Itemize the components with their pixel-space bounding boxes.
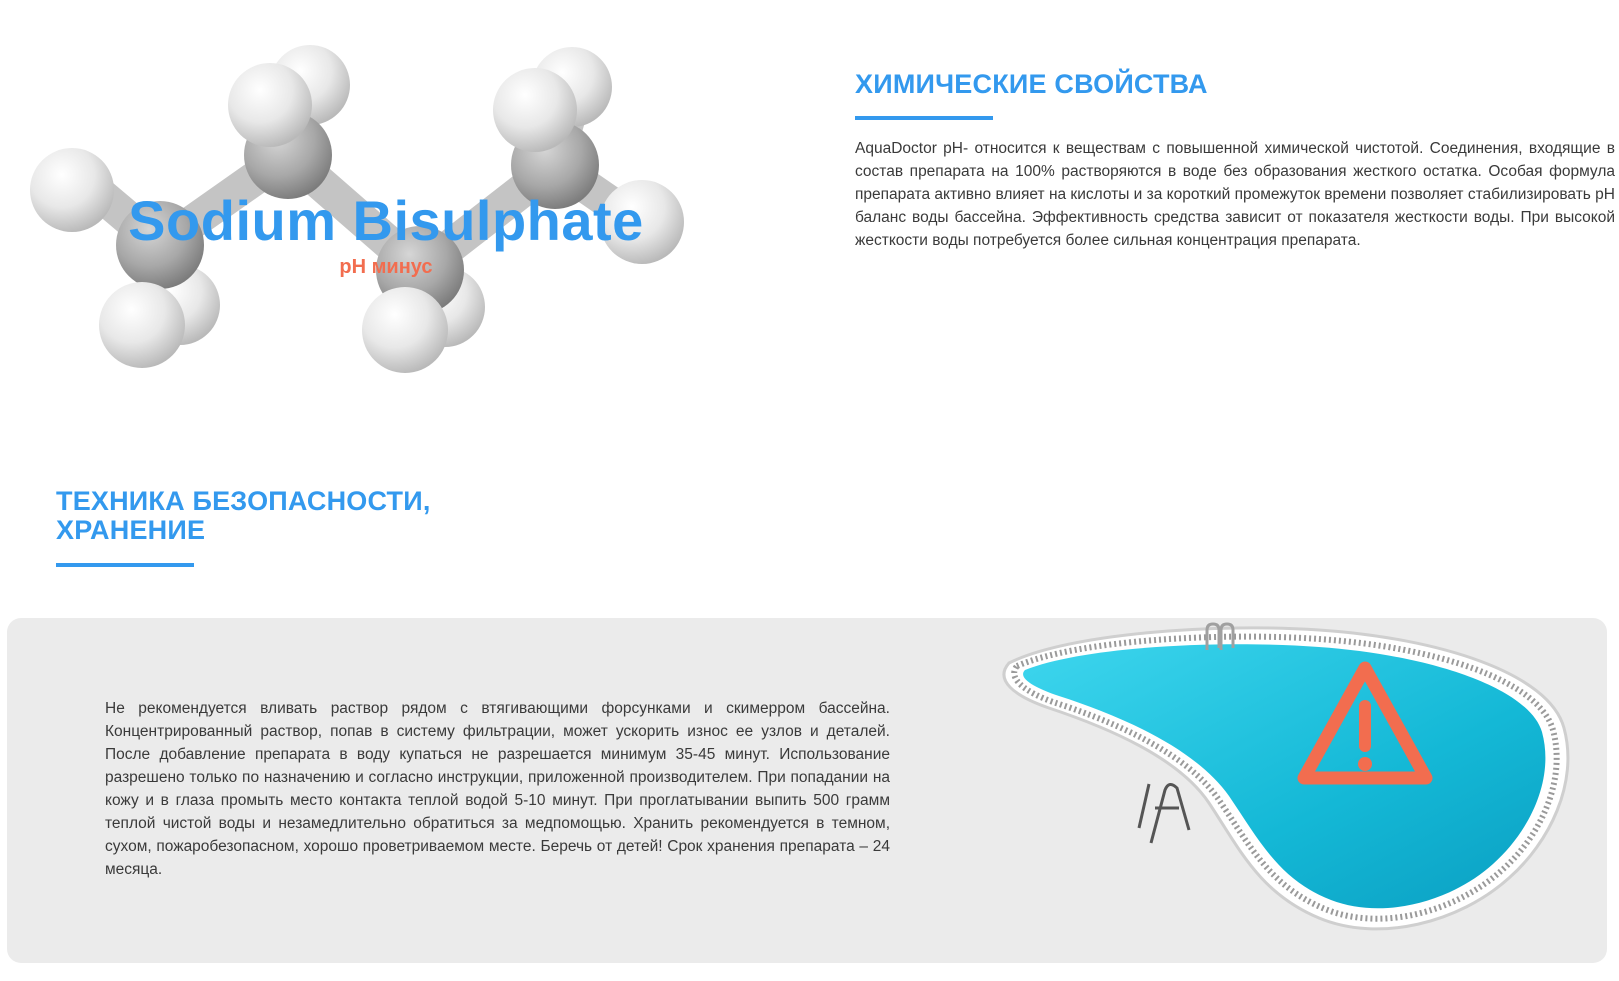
pool-warning-illustration: [989, 618, 1609, 963]
pool-warning-icon: [989, 618, 1609, 963]
molecule-illustration: [20, 35, 720, 395]
compound-name: Sodium Bisulphate: [128, 189, 644, 252]
heading-underline: [56, 563, 194, 567]
safety-heading: [56, 487, 556, 545]
safety-panel: [7, 618, 1607, 963]
safety-heading-line1: ТЕХНИКА БЕЗОПАСНОСТИ,: [56, 486, 431, 516]
safety-section-header: [56, 487, 556, 567]
chemical-properties-text: AquaDoctor pH- относится к веществам с повышенной химической чистотой. Соединения, входящие в состав препарата на 100% растворяются в воде без образования жесткого остатка. Особая формула препарата активно влияет на кислоты и за короткий промежуток времени позволяет стабилизировать pH баланс воды бассейна. Эффективность средства зависит от показателя жесткости воды. При высокой жесткости воды потребуется более сильная концентрация препарата.: [855, 140, 1615, 249]
compound-subtitle: pH минус: [339, 256, 433, 278]
safety-text: Не рекомендуется вливать раствор рядом с втягивающими форсунками и скимерром бассейна. Концентрированный раствор, попав в систему фильтрации, может ускорить износ ее узлов и деталей. После добавление препарата в воду купаться не разрешается минимум 35-45 минут. Использование разрешено только по назначению и согласно инструкции, приложенной производителем. При попадании на кожу и в глаза промыть место контакта теплой водой 5-10 минут. При проглатывании выпить 500 грамм теплой чистой воды и незамедлительно обратиться за медпомощью. Хранить рекомендуется в темном, сухом, пожаробезопасном, хорошо проветриваемом месте. Беречь от детей! Срок хранения препарата – 24 месяца.: [105, 700, 890, 878]
safety-heading-line2: ХРАНЕНИЕ: [56, 515, 206, 545]
heading-underline: [855, 116, 993, 120]
chemical-properties-section: [855, 70, 1615, 252]
chemical-properties-heading: ХИМИЧЕСКИЕ СВОЙСТВА: [855, 69, 1208, 99]
